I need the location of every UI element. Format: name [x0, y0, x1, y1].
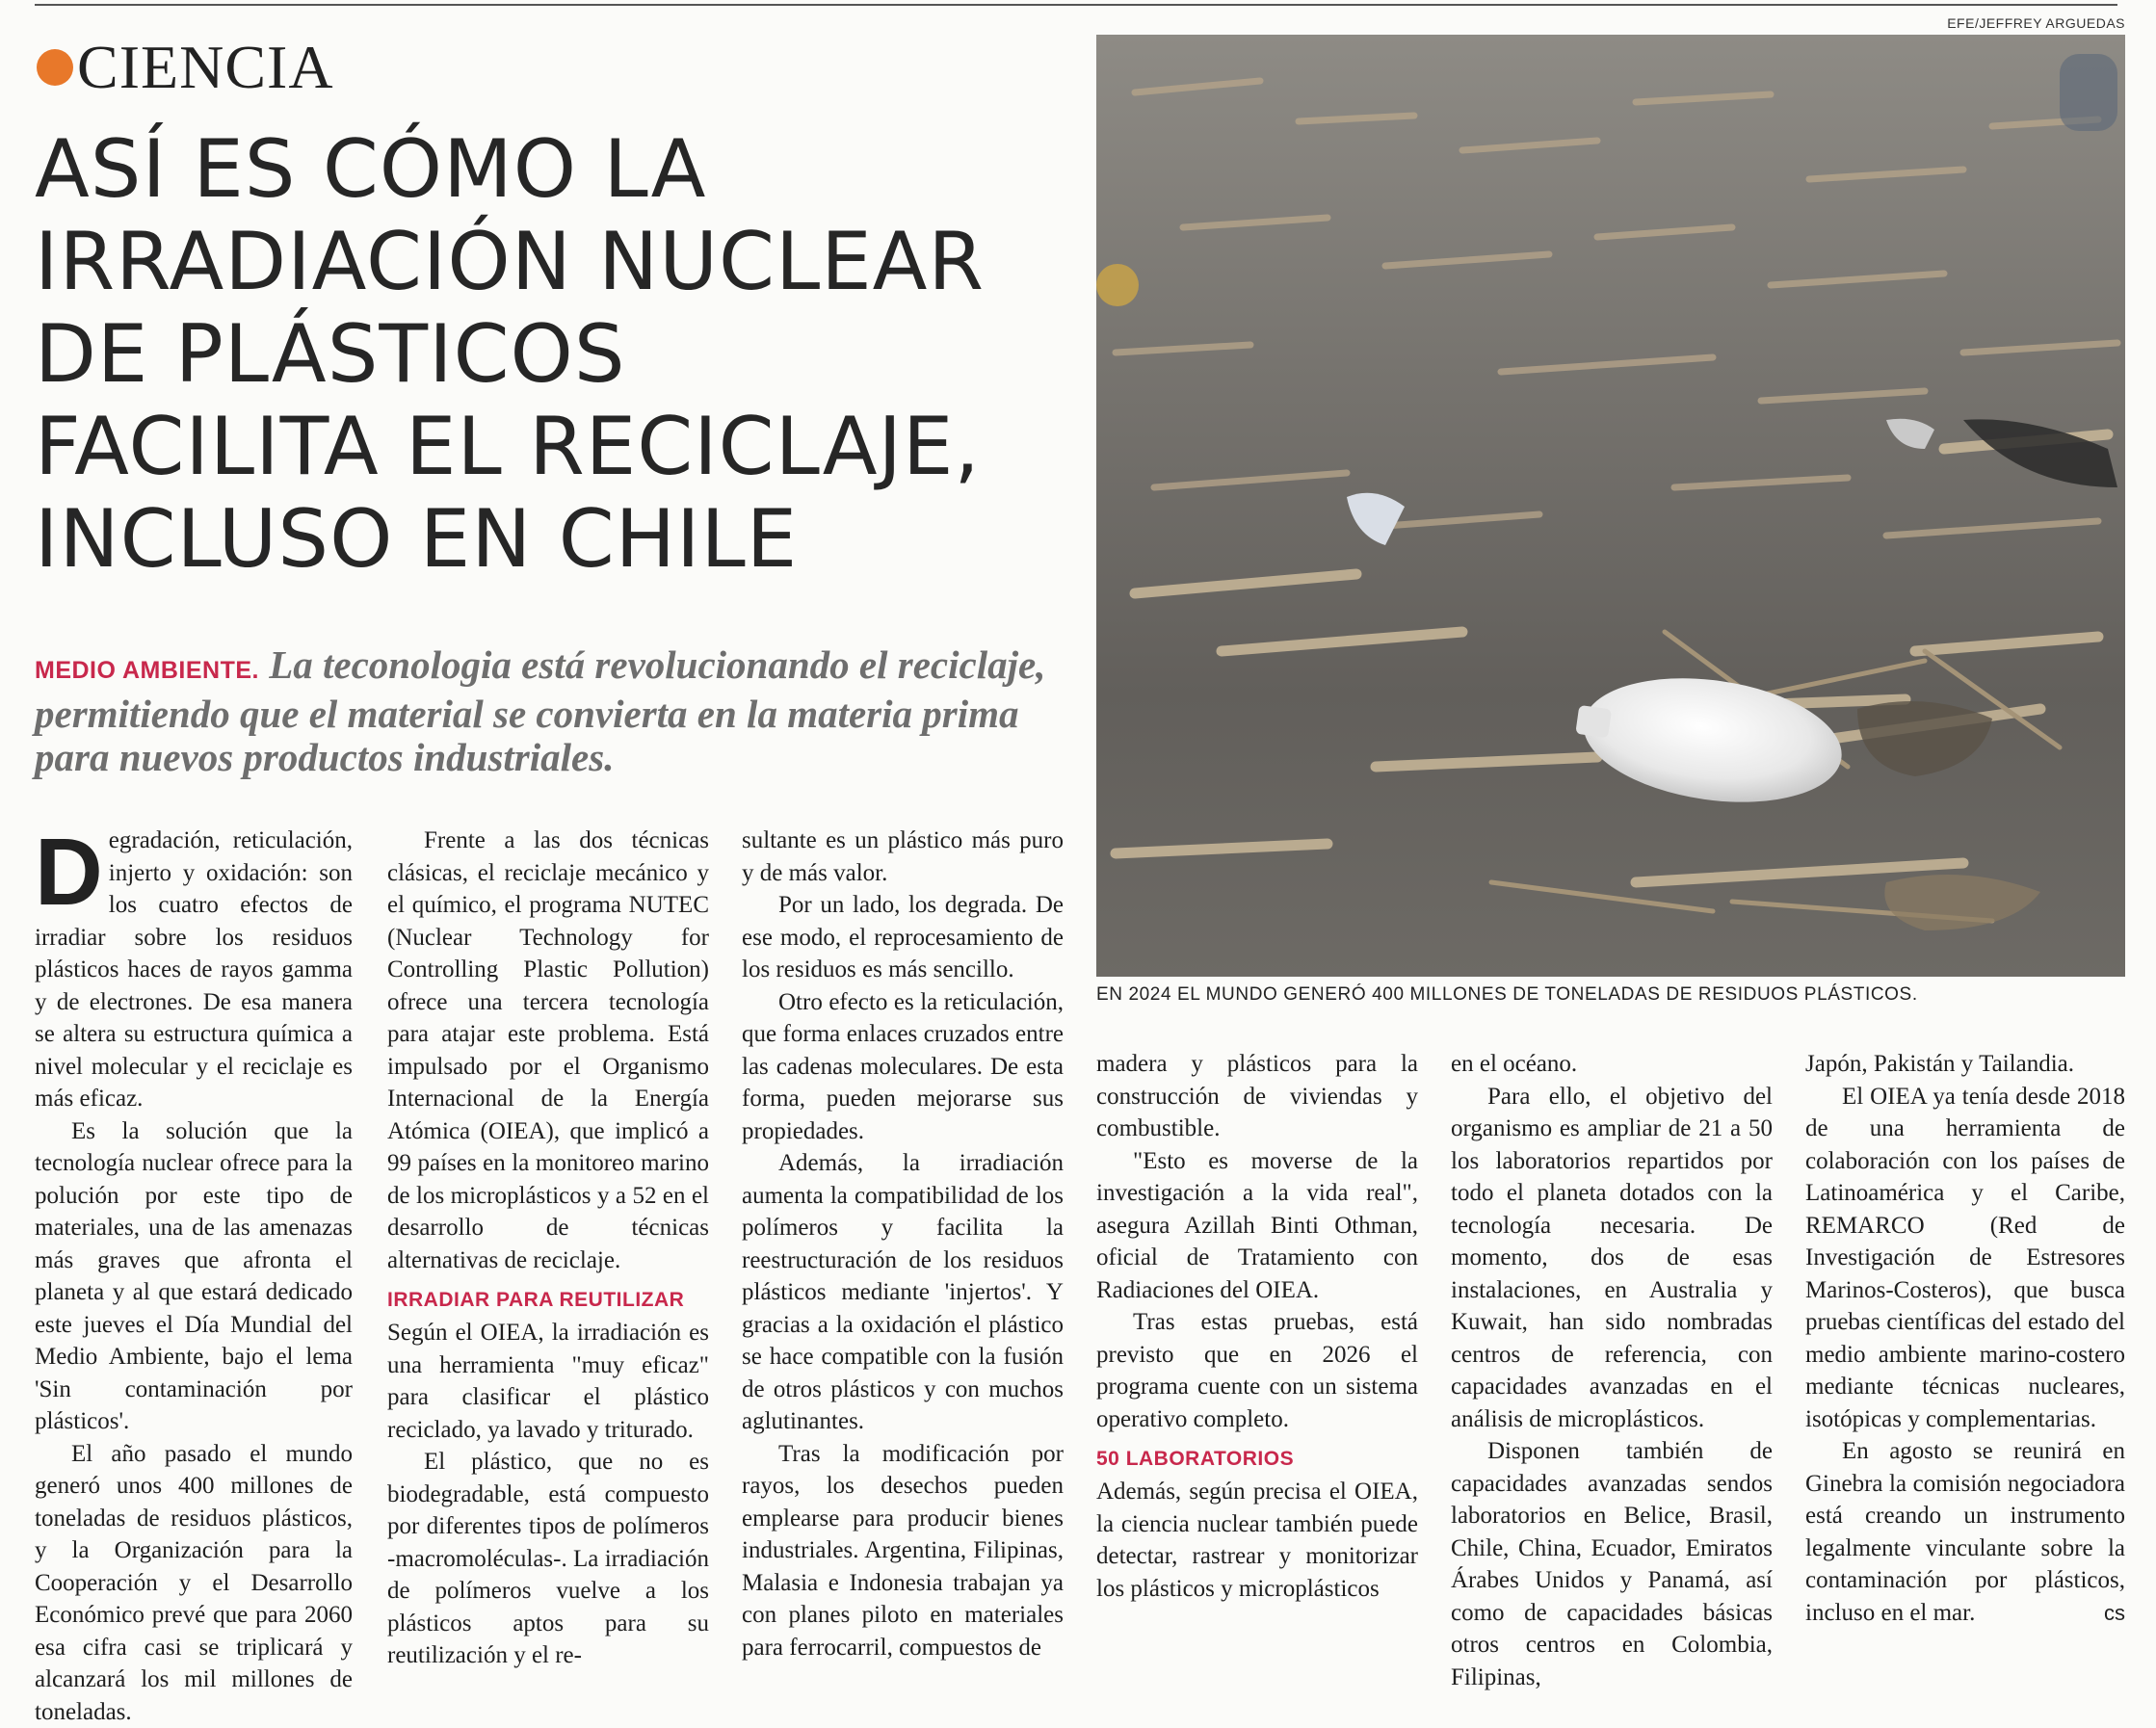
body-paragraph: Para ello, el objetivo del organismo es ampliar de 21 a 50 los laboratorios repartidos por todo el planeta dotados con la tecnología necesaria. De momento, dos de esas instalaciones, en Australia y Kuwait, han sido nombradas centros de referencia, con capacidades avanzadas en el análisis de microplásticos. [1451, 1081, 1773, 1436]
body-paragraph: Tras estas pruebas, está previsto que en 2026 el programa cuente con un sistema operativo completo. [1096, 1306, 1418, 1435]
body-paragraph: Por un lado, los degrada. De ese modo, el reprocesamiento de los residuos es más sencillo. [742, 889, 1064, 986]
body-paragraph: Japón, Pakistán y Tailandia. [1805, 1048, 2125, 1081]
headline-line: INCLUSO EN CHILE [35, 493, 1056, 586]
body-column-6 [1805, 1048, 2125, 1629]
body-paragraph: El OIEA ya tenía desde 2018 de una herramienta de colaboración con los países de Latinoamérica y el Caribe, REMARCO (Red de Investigación de Estresores Marinos-Costeros), que busca pruebas científicas del estado del medio ambiente marino-costero mediante técnicas nucleares, isotópicas y complementarias. [1805, 1081, 2125, 1436]
headline-line: FACILITA EL RECICLAJE, [35, 401, 1056, 493]
top-rule [35, 4, 2117, 6]
deck-text: La teconologia está revolucionando el reciclaje, permitiendo que el material se convierta en la materia prima para nuevos productos industriales. [35, 642, 1045, 779]
section-dot-icon [37, 49, 73, 86]
photo-caption: EN 2024 EL MUNDO GENERÓ 400 MILLONES DE TONELADAS DE RESIDUOS PLÁSTICOS. [1096, 984, 1918, 1006]
beach-plastic-photo [1096, 35, 2125, 977]
body-paragraph: Disponen también de capacidades avanzadas sendos laboratorios en Belice, Brasil, Chile, China, Ecuador, Emiratos Árabes Unidos y Panamá, así como de capacidades básicas otros centros en Colombia, Filipinas, [1451, 1435, 1773, 1693]
body-column-5 [1451, 1048, 1773, 1693]
body-paragraph: Además, la irradiación aumenta la compatibilidad de los polímeros y facilita la reestructuración de los residuos plásticos mediante 'injertos'. Y gracias a la oxidación el plástico se hace compatible con la fusión de otros plásticos y con muchos aglutinantes. [742, 1147, 1064, 1438]
body-paragraph: El plástico, que no es biodegradable, está compuesto por diferentes tipos de polímeros -macromoléculas-. La irradiación de polímeros vuelve a los plásticos aptos para su reutilización y el re- [387, 1446, 709, 1672]
body-paragraph: Otro efecto es la reticulación, que forma enlaces cruzados entre las cadenas moleculares. De esta forma, pueden mejorarse sus propiedades. [742, 986, 1064, 1148]
headline [35, 123, 1056, 586]
body-paragraph: Tras la modificación por rayos, los desechos pueden emplearse para producir bienes industriales. Argentina, Filipinas, Malasia e Indonesia trabajan ya con planes piloto en materiales para ferrocarril, compuestos de [742, 1438, 1064, 1664]
headline-line: ASÍ ES CÓMO LA [35, 123, 1056, 216]
body-paragraph: en el océano. [1451, 1048, 1773, 1081]
body-paragraph: Según el OIEA, la irradiación es una herramienta "muy eficaz" para clasificar el plástico reciclado, ya lavado y triturado. [387, 1317, 709, 1446]
headline-line: DE PLÁSTICOS [35, 308, 1056, 401]
deck [35, 643, 1075, 779]
body-paragraph: sultante es un plástico más puro y de más valor. [742, 825, 1064, 889]
body-paragraph: En agosto se reunirá en Ginebra la comisión negociadora está creando un instrumento legalmente vinculante sobre la contaminación por plásticos, incluso en el mar. cs [1805, 1435, 2125, 1629]
body-paragraph: El año pasado el mundo generó unos 400 millones de toneladas de residuos plásticos, y la Organización para la Cooperación y el Desarrollo Económico prevé que para 2060 esa cifra casi se triplicará y alcanzará los mil millones de toneladas. [35, 1438, 353, 1728]
section-label: CIENCIA [77, 37, 334, 98]
body-column-3 [742, 825, 1064, 1663]
drop-cap: D [35, 832, 103, 911]
section-header [37, 37, 334, 98]
body-paragraph: Es la solución que la tecnología nuclear ofrece para la polución por este tipo de materiales, una de las amenazas más graves que afronta el planeta y al que estará dedicado este jueves el Día Mundial del Medio Ambiente, bajo el lema 'Sin contaminación por plásticos'. [35, 1115, 353, 1438]
subhead-irradiar: IRRADIAR PARA REUTILIZAR [387, 1286, 709, 1315]
subhead-laboratorios: 50 LABORATORIOS [1096, 1445, 1418, 1474]
photo-credit: EFE/JEFFREY ARGUEDAS [1947, 15, 2125, 31]
body-column-2 [387, 825, 709, 1672]
body-column-4 [1096, 1048, 1418, 1605]
end-mark: cs [2067, 1597, 2125, 1630]
deck-kicker: MEDIO AMBIENTE. [35, 657, 259, 684]
body-paragraph: Degradación, reticulación, injerto y oxidación: son los cuatro efectos de irradiar sobre los residuos plásticos haces de rayos gamma y de electrones. De esa manera se altera su estructura química a nivel molecular y el reciclaje es más eficaz. [35, 825, 353, 1115]
body-column-1 [35, 825, 353, 1728]
body-paragraph: Frente a las dos técnicas clásicas, el reciclaje mecánico y el químico, el programa NUTEC (Nuclear Technology for Controlling Plastic Pollution) ofrece una tercera tecnología para atajar este problema. Está impulsado por el Organismo Internacional de la Energía Atómica (OIEA), que implicó a 99 países en la monitoreo marino de los microplásticos y a 52 en el desarrollo de técnicas alternativas de reciclaje. [387, 825, 709, 1276]
body-paragraph: Además, según precisa el OIEA, la ciencia nuclear también puede detectar, rastrear y monitorizar los plásticos y microplásticos [1096, 1476, 1418, 1605]
body-paragraph: madera y plásticos para la construcción de viviendas y combustible. [1096, 1048, 1418, 1145]
beach-photo-illustration [1096, 35, 2125, 977]
body-paragraph: "Esto es moverse de la investigación a la vida real", asegura Azillah Binti Othman, oficial de Tratamiento con Radiaciones del OIEA. [1096, 1145, 1418, 1307]
headline-line: IRRADIACIÓN NUCLEAR [35, 216, 1056, 308]
